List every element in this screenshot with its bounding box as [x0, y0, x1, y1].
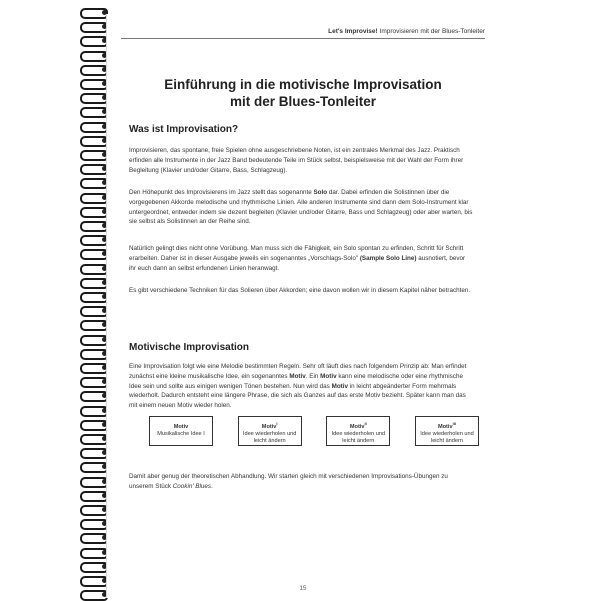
paragraph-5: Eine Improvisation folgt wie eine Melodie bestimmten Regeln. Sehr oft läuft dies nach folgendem Prinzip ab: Man erfindet zunächst eine kleine musikalische Idee, ein sogenanntes Motiv. Ein Motiv kann eine melodische oder eine rhythmische Idee sein und sollte aus einigen wenigen Tönen bestehen. Nun wird das Motiv in leicht abgeänderter Form mehrmals wiederholt. Dadurch entsteht eine längere Phrase, die sich als Ganzes auf das erste Motiv bezieht. Später kann man das mit einem neuen Motiv wieder holen.: [129, 363, 467, 410]
motif-diagram: [149, 416, 479, 456]
running-head-text: Improvisieren mit der Blues-Tonleiter: [377, 28, 485, 35]
motif-box: Motiv$^{III}$ Idee wiederholen und leicht ändern: [415, 416, 479, 446]
paragraph-2: Den Höhepunkt des Improvisierens im Jazz stellt das sogenannte Solo dar. Dabei erfinden die Solistinnen über die vorgegebenen Akkorde melodische und rhythmische Linien. Alle anderen Instrumente sind dann dem Solo-Instrument klar untergeordnet, entweder indem sie dezent begleiten (Klavier und/oder Gitarre, Bass und Schlagzeug) oder aber warten, bis sie selbst als Solistinnen an der Reihe sind.: [129, 189, 473, 226]
running-head-bold: Let's Improvise!: [328, 28, 378, 35]
title-line-2: mit der Blues-Tonleiter: [229, 94, 377, 109]
header-rule: [121, 38, 485, 39]
page-title: [121, 76, 485, 110]
section-heading-motivic: Motivische Improvisation: [129, 342, 250, 353]
paragraph-1: Improvisieren, das spontane, freie Spielen ohne ausgeschriebene Noten, ist ein zentrales Merkmal des Jazz. Praktisch erfinden alle Instrumente in der Jazz Band bedeutende Teile im Stück selbst, beispielsweise mit der Wahl der Form ihrer Begleitung (Klavier und/oder Gitarre, Bass, Schlagzeug).: [129, 147, 464, 174]
paragraph-4: Es gibt verschiedene Techniken für das Solieren über Akkorden; eine davon wollen wir in diesem Kapitel näher betrachten.: [129, 287, 471, 294]
book-page: [106, 14, 499, 598]
paragraph-3: Natürlich gelingt dies nicht ohne Vorübung. Man muss sich die Fähigkeit, ein Solo spontan zu erfinden, Schritt für Schritt erarbeiten. Daher ist in dieser Ausgabe jeweils ein sogenanntes „Vorschlags-Solo" (Sample Solo Line) ausnotiert, bevor ihr euch dann an selbst erfundenen Linien heranwagt.: [129, 245, 466, 272]
motif-box: Motiv Musikalische Idee I: [149, 416, 213, 446]
running-head: [328, 28, 485, 35]
title-line-1: Einführung in die motivische Improvisation: [164, 77, 442, 92]
paragraph-6: Damit aber genug der theoretischen Abhandlung. Wir starten gleich mit verschiedenen Improvisations-Übungen zu unserem Stück Cookin' Blues.: [129, 473, 448, 490]
page-number: 15: [299, 586, 307, 592]
motif-box: Motiv$^I$ Idee wiederholen und leicht ändern: [238, 416, 302, 446]
motif-box: Motiv$^{II}$ Idee wiederholen und leicht ändern: [326, 416, 390, 446]
section-heading-improvisation: Was ist Improvisation?: [129, 124, 239, 135]
